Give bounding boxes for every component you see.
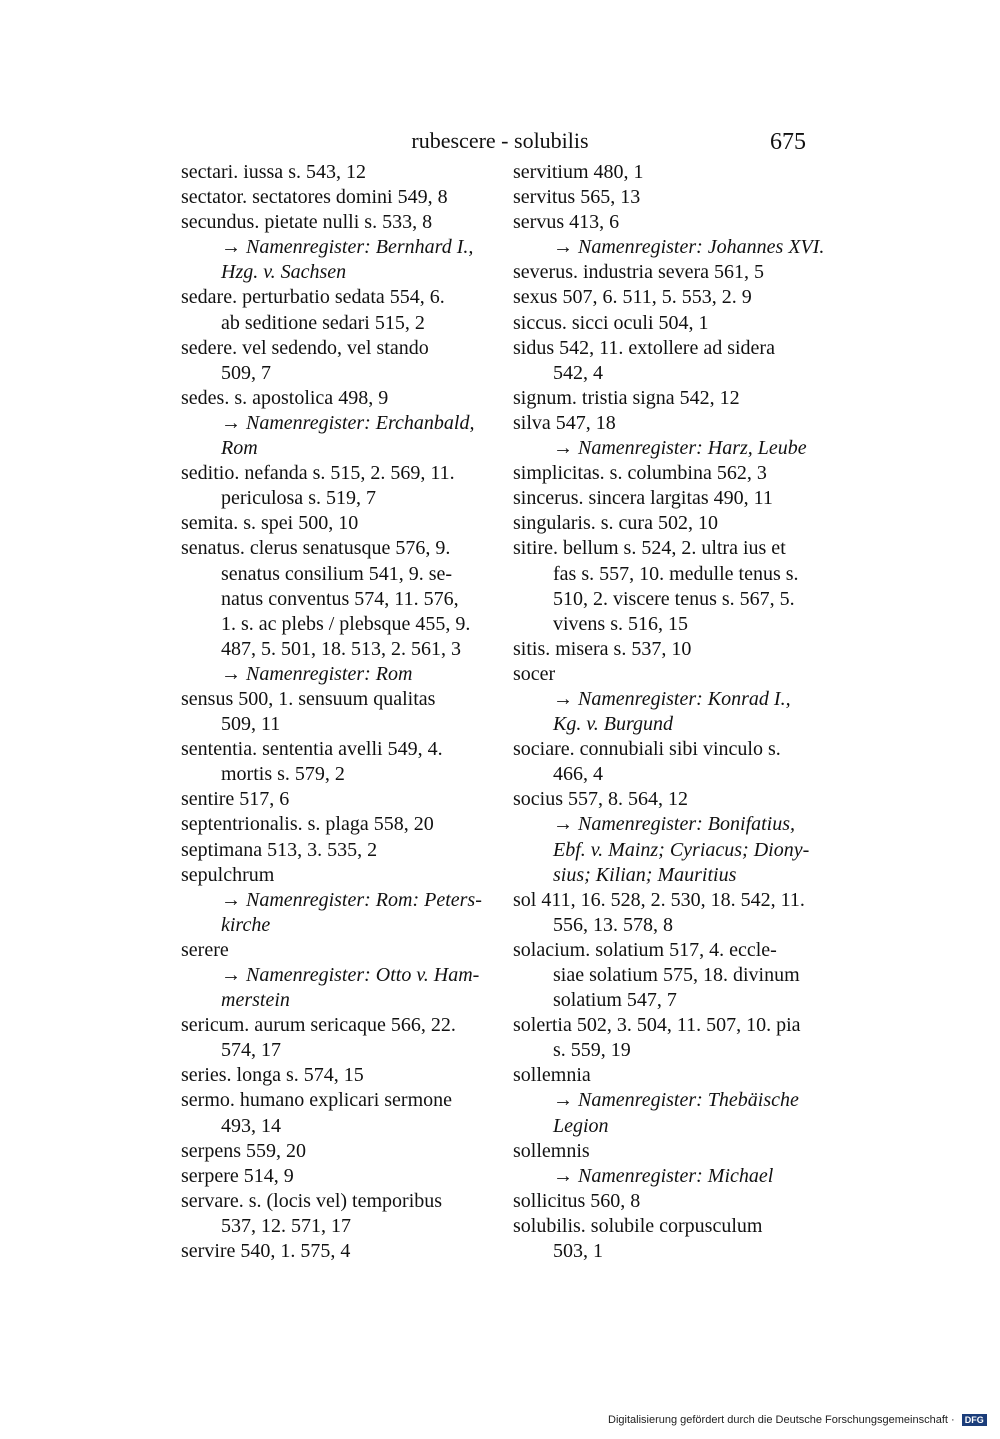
index-entry-line: sentire 517, 6	[181, 788, 290, 811]
index-continuation-line: 466, 4	[553, 763, 603, 786]
index-entry-line: sidus 542, 11. extollere ad sidera	[513, 336, 775, 359]
index-entry-line: socer	[513, 662, 556, 685]
cross-reference-line: Legion	[553, 1114, 609, 1137]
index-continuation-line: 574, 17	[221, 1039, 281, 1062]
running-header-title: rubescere - solubilis	[411, 128, 589, 153]
page-number: 675	[770, 129, 806, 155]
index-continuation-line: siae solatium 575, 18. divinum	[553, 964, 800, 986]
cross-reference-line: → Namenregister: Thebäische	[553, 1089, 799, 1112]
index-entry-line: sententia. sententia avelli 549, 4.	[181, 738, 443, 761]
index-entry-line: silva 547, 18	[513, 411, 616, 434]
index-entry-line: servitium 480, 1	[513, 161, 644, 183]
index-entry-line: serere	[181, 938, 229, 961]
index-continuation-line: 509, 11	[221, 713, 281, 736]
cross-reference-line: Kg. v. Burgund	[553, 713, 673, 736]
index-continuation-line: 487, 5. 501, 18. 513, 2. 561, 3	[221, 637, 461, 660]
index-entry-line: sollemnia	[513, 1064, 591, 1087]
index-entry-line: solacium. solatium 517, 4. eccle-	[513, 938, 777, 961]
index-continuation-line: periculosa s. 519, 7	[221, 487, 376, 510]
index-entry-line: sensus 500, 1. sensuum qualitas	[181, 687, 436, 710]
index-entry-line: sexus 507, 6. 511, 5. 553, 2. 9	[513, 286, 752, 309]
cross-reference-line: → Namenregister: Johannes XVI.	[553, 236, 825, 259]
cross-reference-line: → Namenregister: Konrad I.,	[553, 687, 791, 710]
cross-reference-line: → Namenregister: Bernhard I.,	[221, 236, 474, 259]
index-continuation-line: 537, 12. 571, 17	[221, 1214, 351, 1237]
index-entry-line: servire 540, 1. 575, 4	[181, 1240, 351, 1263]
index-continuation-line: mortis s. 579, 2	[221, 763, 345, 786]
index-entry-line: seditio. nefanda s. 515, 2. 569, 11.	[181, 462, 455, 485]
index-entry-line: singularis. s. cura 502, 10	[513, 512, 718, 535]
index-entry-line: sericum. aurum sericaque 566, 22.	[181, 1014, 456, 1037]
index-entry-line: series. longa s. 574, 15	[181, 1064, 364, 1087]
cross-reference-line: → Namenregister: Rom	[221, 662, 413, 685]
cross-reference-line: kirche	[221, 913, 271, 936]
index-entry-line: socius 557, 8. 564, 12	[513, 788, 688, 811]
index-entry-line: solubilis. solubile corpusculum	[513, 1214, 763, 1237]
index-entry-line: severus. industria severa 561, 5	[513, 261, 765, 284]
index-entry-line: sitis. misera s. 537, 10	[513, 637, 692, 660]
index-entry-line: signum. tristia signa 542, 12	[513, 386, 740, 409]
index-entry-line: sol 411, 16. 528, 2. 530, 18. 542, 11.	[513, 888, 805, 911]
index-continuation-line: ab seditione sedari 515, 2	[221, 311, 425, 334]
index-entry-line: secundus. pietate nulli s. 533, 8	[181, 211, 433, 234]
index-continuation-line: fas s. 557, 10. medulle tenus s.	[553, 562, 799, 585]
cross-reference-line: → Namenregister: Harz, Leube	[553, 437, 807, 460]
cross-reference-line: → Namenregister: Michael	[553, 1164, 774, 1187]
index-entry-line: sedes. s. apostolica 498, 9	[181, 386, 389, 409]
index-entry-line: simplicitas. s. columbina 562, 3	[513, 462, 767, 485]
index-entry-line: sectari. iussa s. 543, 12	[181, 161, 366, 183]
index-continuation-line: 503, 1	[553, 1240, 603, 1263]
cross-reference-line: merstein	[221, 989, 290, 1012]
index-entry-line: sedere. vel sedendo, vel stando	[181, 336, 429, 359]
index-continuation-line: s. 559, 19	[553, 1039, 631, 1062]
index-entry-line: sectator. sectatores domini 549, 8	[181, 186, 448, 209]
cross-reference-line: Rom	[221, 437, 258, 460]
dfg-logo: DFG	[962, 1414, 987, 1426]
index-entry-line: serpens 559, 20	[181, 1139, 306, 1162]
index-column-left	[181, 160, 496, 1264]
index-entry-line: siccus. sicci oculi 504, 1	[513, 311, 709, 334]
cross-reference-line: sius; Kilian; Mauritius	[553, 863, 737, 886]
cross-reference-line: → Namenregister: Otto v. Ham-	[221, 964, 480, 986]
index-entry-line: servare. s. (locis vel) temporibus	[181, 1189, 443, 1212]
index-entry-line: serpere 514, 9	[181, 1164, 294, 1187]
index-entry-line: sedare. perturbatio sedata 554, 6.	[181, 286, 445, 309]
index-entry-line: sollicitus 560, 8	[513, 1189, 641, 1212]
cross-reference-line: → Namenregister: Erchanbald,	[221, 411, 475, 434]
index-entry-line: servus 413, 6	[513, 211, 620, 234]
index-continuation-line: 542, 4	[553, 361, 603, 384]
index-entry-line: sincerus. sincera largitas 490, 11	[513, 487, 773, 510]
index-entry-line: sepulchrum	[181, 863, 275, 886]
index-entry-line: senatus. clerus senatusque 576, 9.	[181, 537, 451, 560]
cross-reference-line: → Namenregister: Bonifatius,	[553, 813, 796, 836]
index-continuation-line: 1. s. ac plebs / plebsque 455, 9.	[221, 612, 471, 635]
index-entry-line: servitus 565, 13	[513, 186, 641, 209]
index-entry-line: sollemnis	[513, 1139, 590, 1162]
index-continuation-line: natus conventus 574, 11. 576,	[221, 587, 459, 610]
index-continuation-line: senatus consilium 541, 9. se-	[221, 562, 453, 585]
index-continuation-line: 510, 2. viscere tenus s. 567, 5.	[553, 587, 795, 610]
index-continuation-line: solatium 547, 7	[553, 989, 677, 1012]
index-entry-line: sitire. bellum s. 524, 2. ultra ius et	[513, 537, 786, 560]
index-entry-line: semita. s. spei 500, 10	[181, 512, 359, 535]
index-continuation-line: vivens s. 516, 15	[553, 612, 688, 635]
index-entry-line: septentrionalis. s. plaga 558, 20	[181, 813, 434, 836]
index-continuation-line: 493, 14	[221, 1114, 281, 1137]
index-entry-line: solertia 502, 3. 504, 11. 507, 10. pia	[513, 1014, 801, 1037]
cross-reference-line: Ebf. v. Mainz; Cyriacus; Diony-	[553, 838, 810, 861]
index-entry-line: septimana 513, 3. 535, 2	[181, 838, 378, 861]
cross-reference-line: Hzg. v. Sachsen	[221, 261, 347, 284]
cross-reference-line: → Namenregister: Rom: Peters-	[221, 888, 482, 911]
footer-credit	[608, 1414, 987, 1426]
index-column-right	[513, 160, 825, 1264]
index-continuation-line: 556, 13. 578, 8	[553, 913, 673, 936]
index-entry-line: sermo. humano explicari sermone	[181, 1089, 453, 1112]
index-continuation-line: 509, 7	[221, 361, 271, 384]
index-entry-line: sociare. connubiali sibi vinculo s.	[513, 738, 781, 761]
footer-text: Digitalisierung gefördert durch die Deutsche Forschungsgemeinschaft ·	[608, 1414, 955, 1426]
